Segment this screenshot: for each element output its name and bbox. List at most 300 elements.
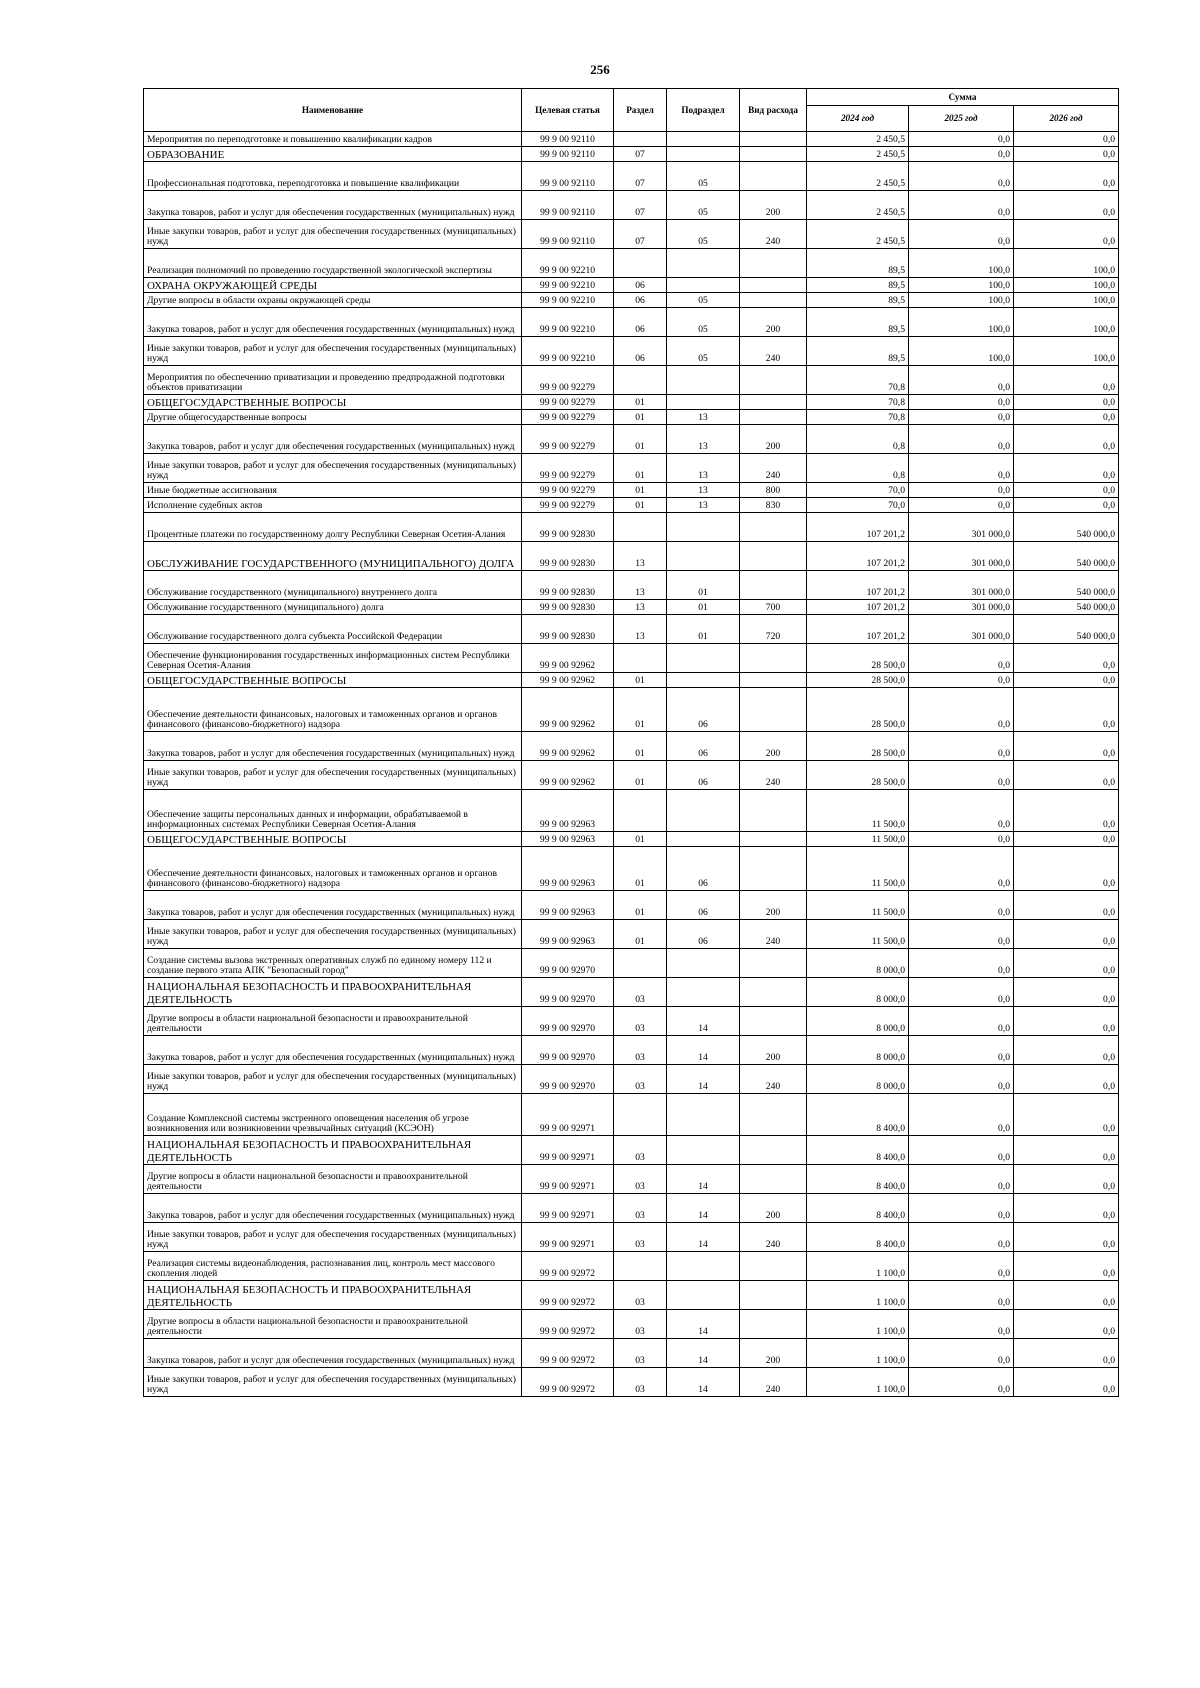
- cell-target-code: 99 9 00 92972: [522, 1281, 614, 1310]
- cell-sum-2024: 28 500,0: [807, 688, 909, 732]
- cell-section: 07: [614, 191, 667, 220]
- cell-sum-2024: 2 450,5: [807, 191, 909, 220]
- table-row: [144, 1136, 1119, 1165]
- cell-sum-2026: 0,0: [1014, 1036, 1119, 1065]
- cell-expense-type: [740, 249, 807, 278]
- cell-section: 03: [614, 1165, 667, 1194]
- cell-sum-2024: 107 201,2: [807, 600, 909, 615]
- cell-expense-type: [740, 132, 807, 147]
- cell-target-code: 99 9 00 92110: [522, 162, 614, 191]
- cell-name: Профессиональная подготовка, переподготовка и повышение квалификации: [144, 162, 522, 191]
- cell-subsection: 01: [667, 571, 740, 600]
- cell-expense-type: 240: [740, 1223, 807, 1252]
- table-row: [144, 454, 1119, 483]
- cell-name: Иные бюджетные ассигнования: [144, 483, 522, 498]
- cell-name: Другие вопросы в области национальной безопасности и правоохранительной деятельности: [144, 1310, 522, 1339]
- cell-sum-2026: 0,0: [1014, 832, 1119, 847]
- cell-section: 13: [614, 542, 667, 571]
- table-row: [144, 278, 1119, 293]
- cell-sum-2025: 0,0: [909, 1094, 1014, 1136]
- cell-expense-type: [740, 293, 807, 308]
- cell-sum-2024: 89,5: [807, 249, 909, 278]
- cell-name: Реализация полномочий по проведению государственной экологической экспертизы: [144, 249, 522, 278]
- cell-sum-2024: 28 500,0: [807, 644, 909, 673]
- cell-target-code: 99 9 00 92970: [522, 978, 614, 1007]
- cell-sum-2025: 0,0: [909, 395, 1014, 410]
- cell-section: 01: [614, 847, 667, 891]
- cell-target-code: 99 9 00 92830: [522, 513, 614, 542]
- cell-sum-2025: 0,0: [909, 847, 1014, 891]
- table-row: [144, 920, 1119, 949]
- cell-sum-2024: 11 500,0: [807, 832, 909, 847]
- cell-name: Обеспечение функционирования государственных информационных систем Республики Северная Осетия-Алания: [144, 644, 522, 673]
- cell-sum-2024: 2 450,5: [807, 162, 909, 191]
- cell-subsection: 05: [667, 220, 740, 249]
- cell-subsection: [667, 513, 740, 542]
- cell-section: 03: [614, 978, 667, 1007]
- cell-sum-2026: 0,0: [1014, 978, 1119, 1007]
- cell-expense-type: [740, 1094, 807, 1136]
- cell-sum-2026: 540 000,0: [1014, 513, 1119, 542]
- cell-sum-2025: 100,0: [909, 278, 1014, 293]
- cell-subsection: 13: [667, 498, 740, 513]
- cell-subsection: 05: [667, 337, 740, 366]
- cell-expense-type: 720: [740, 615, 807, 644]
- cell-target-code: 99 9 00 92971: [522, 1165, 614, 1194]
- cell-sum-2025: 0,0: [909, 366, 1014, 395]
- cell-subsection: [667, 644, 740, 673]
- cell-subsection: 14: [667, 1036, 740, 1065]
- table-row: [144, 949, 1119, 978]
- cell-subsection: [667, 366, 740, 395]
- cell-sum-2026: 0,0: [1014, 410, 1119, 425]
- cell-sum-2024: 0,8: [807, 425, 909, 454]
- cell-section: [614, 644, 667, 673]
- cell-section: 06: [614, 278, 667, 293]
- cell-name: Реализация системы видеонаблюдения, распознавания лиц, контроль мест массового скопления людей: [144, 1252, 522, 1281]
- cell-expense-type: 240: [740, 1368, 807, 1397]
- cell-expense-type: 700: [740, 600, 807, 615]
- table-row: [144, 1310, 1119, 1339]
- cell-target-code: 99 9 00 92279: [522, 425, 614, 454]
- header-subsection: Подраздел: [667, 89, 740, 132]
- cell-sum-2024: 89,5: [807, 278, 909, 293]
- cell-section: 01: [614, 483, 667, 498]
- cell-sum-2024: 8 000,0: [807, 978, 909, 1007]
- cell-section: 01: [614, 454, 667, 483]
- cell-sum-2026: 0,0: [1014, 454, 1119, 483]
- table-row: [144, 1194, 1119, 1223]
- cell-sum-2025: 0,0: [909, 920, 1014, 949]
- cell-sum-2026: 0,0: [1014, 132, 1119, 147]
- cell-target-code: 99 9 00 92279: [522, 395, 614, 410]
- table-row: [144, 308, 1119, 337]
- cell-sum-2026: 0,0: [1014, 1065, 1119, 1094]
- table-row: [144, 542, 1119, 571]
- cell-sum-2024: 8 400,0: [807, 1094, 909, 1136]
- cell-expense-type: [740, 832, 807, 847]
- cell-subsection: 14: [667, 1223, 740, 1252]
- cell-subsection: 14: [667, 1368, 740, 1397]
- cell-expense-type: [740, 978, 807, 1007]
- cell-name: Мероприятия по обеспечению приватизации и проведению предпродажной подготовки объектов приватизации: [144, 366, 522, 395]
- cell-section: 07: [614, 147, 667, 162]
- cell-sum-2025: 0,0: [909, 1281, 1014, 1310]
- cell-subsection: 13: [667, 425, 740, 454]
- cell-sum-2025: 0,0: [909, 1339, 1014, 1368]
- cell-expense-type: 200: [740, 732, 807, 761]
- table-row: [144, 673, 1119, 688]
- cell-name: Закупка товаров, работ и услуг для обеспечения государственных (муниципальных) нужд: [144, 732, 522, 761]
- cell-target-code: 99 9 00 92962: [522, 688, 614, 732]
- cell-target-code: 99 9 00 92830: [522, 600, 614, 615]
- cell-target-code: 99 9 00 92110: [522, 132, 614, 147]
- cell-expense-type: [740, 162, 807, 191]
- cell-sum-2024: 70,0: [807, 483, 909, 498]
- cell-sum-2024: 8 400,0: [807, 1194, 909, 1223]
- cell-sum-2026: 540 000,0: [1014, 542, 1119, 571]
- cell-sum-2024: 1 100,0: [807, 1281, 909, 1310]
- table-body: [144, 132, 1119, 1397]
- cell-expense-type: [740, 673, 807, 688]
- cell-target-code: 99 9 00 92970: [522, 1007, 614, 1036]
- cell-name: Другие вопросы в области национальной безопасности и правоохранительной деятельности: [144, 1165, 522, 1194]
- cell-sum-2025: 301 000,0: [909, 600, 1014, 615]
- cell-subsection: 01: [667, 615, 740, 644]
- table-row: [144, 832, 1119, 847]
- cell-section: 01: [614, 732, 667, 761]
- table-row: [144, 220, 1119, 249]
- cell-sum-2026: 0,0: [1014, 673, 1119, 688]
- cell-sum-2025: 100,0: [909, 308, 1014, 337]
- cell-name: ОБЩЕГОСУДАРСТВЕННЫЕ ВОПРОСЫ: [144, 832, 522, 847]
- cell-target-code: 99 9 00 92972: [522, 1310, 614, 1339]
- cell-name: Закупка товаров, работ и услуг для обеспечения государственных (муниципальных) нужд: [144, 1339, 522, 1368]
- cell-sum-2026: 100,0: [1014, 308, 1119, 337]
- cell-sum-2025: 0,0: [909, 1368, 1014, 1397]
- cell-expense-type: [740, 395, 807, 410]
- cell-sum-2024: 107 201,2: [807, 513, 909, 542]
- cell-target-code: 99 9 00 92972: [522, 1252, 614, 1281]
- cell-sum-2025: 0,0: [909, 425, 1014, 454]
- cell-name: Другие вопросы в области национальной безопасности и правоохранительной деятельности: [144, 1007, 522, 1036]
- cell-sum-2024: 1 100,0: [807, 1368, 909, 1397]
- cell-target-code: 99 9 00 92110: [522, 191, 614, 220]
- cell-section: 13: [614, 615, 667, 644]
- cell-sum-2024: 89,5: [807, 337, 909, 366]
- cell-expense-type: 200: [740, 1194, 807, 1223]
- cell-name: ОБСЛУЖИВАНИЕ ГОСУДАРСТВЕННОГО (МУНИЦИПАЛЬНОГО) ДОЛГА: [144, 542, 522, 571]
- cell-subsection: [667, 790, 740, 832]
- cell-expense-type: [740, 688, 807, 732]
- cell-subsection: 13: [667, 454, 740, 483]
- table-row: [144, 366, 1119, 395]
- cell-target-code: 99 9 00 92279: [522, 366, 614, 395]
- cell-sum-2024: 70,0: [807, 498, 909, 513]
- cell-target-code: 99 9 00 92963: [522, 891, 614, 920]
- cell-name: ОБЩЕГОСУДАРСТВЕННЫЕ ВОПРОСЫ: [144, 395, 522, 410]
- cell-subsection: 14: [667, 1007, 740, 1036]
- cell-name: НАЦИОНАЛЬНАЯ БЕЗОПАСНОСТЬ И ПРАВООХРАНИТЕЛЬНАЯ ДЕЯТЕЛЬНОСТЬ: [144, 978, 522, 1007]
- cell-subsection: 01: [667, 600, 740, 615]
- cell-subsection: 06: [667, 847, 740, 891]
- cell-sum-2024: 89,5: [807, 308, 909, 337]
- cell-sum-2025: 0,0: [909, 688, 1014, 732]
- cell-sum-2025: 0,0: [909, 191, 1014, 220]
- cell-expense-type: [740, 1252, 807, 1281]
- table-row: [144, 425, 1119, 454]
- table-row: [144, 615, 1119, 644]
- cell-sum-2025: 0,0: [909, 891, 1014, 920]
- cell-subsection: [667, 395, 740, 410]
- cell-subsection: 06: [667, 761, 740, 790]
- cell-target-code: 99 9 00 92970: [522, 949, 614, 978]
- cell-sum-2024: 107 201,2: [807, 542, 909, 571]
- cell-sum-2024: 2 450,5: [807, 147, 909, 162]
- cell-target-code: 99 9 00 92110: [522, 147, 614, 162]
- cell-sum-2026: 0,0: [1014, 1007, 1119, 1036]
- cell-section: 07: [614, 162, 667, 191]
- cell-sum-2024: 8 000,0: [807, 949, 909, 978]
- cell-sum-2026: 0,0: [1014, 191, 1119, 220]
- cell-sum-2025: 301 000,0: [909, 542, 1014, 571]
- cell-expense-type: [740, 1136, 807, 1165]
- cell-sum-2025: 0,0: [909, 454, 1014, 483]
- cell-subsection: 14: [667, 1165, 740, 1194]
- cell-target-code: 99 9 00 92279: [522, 483, 614, 498]
- table-row: [144, 337, 1119, 366]
- cell-name: Обеспечение деятельности финансовых, налоговых и таможенных органов и органов финансового (финансово-бюджетного) надзора: [144, 847, 522, 891]
- cell-name: НАЦИОНАЛЬНАЯ БЕЗОПАСНОСТЬ И ПРАВООХРАНИТЕЛЬНАЯ ДЕЯТЕЛЬНОСТЬ: [144, 1281, 522, 1310]
- cell-sum-2025: 0,0: [909, 790, 1014, 832]
- cell-sum-2024: 0,8: [807, 454, 909, 483]
- cell-name: Другие вопросы в области охраны окружающей среды: [144, 293, 522, 308]
- cell-sum-2026: 540 000,0: [1014, 615, 1119, 644]
- table-row: [144, 249, 1119, 278]
- cell-sum-2026: 0,0: [1014, 1165, 1119, 1194]
- cell-subsection: 13: [667, 410, 740, 425]
- cell-expense-type: 240: [740, 1065, 807, 1094]
- cell-section: [614, 1252, 667, 1281]
- cell-sum-2026: 0,0: [1014, 1223, 1119, 1252]
- cell-expense-type: [740, 1007, 807, 1036]
- cell-name: Иные закупки товаров, работ и услуг для обеспечения государственных (муниципальных) нужд: [144, 1223, 522, 1252]
- cell-subsection: 05: [667, 191, 740, 220]
- cell-name: Закупка товаров, работ и услуг для обеспечения государственных (муниципальных) нужд: [144, 1194, 522, 1223]
- cell-sum-2024: 8 000,0: [807, 1065, 909, 1094]
- cell-target-code: 99 9 00 92971: [522, 1194, 614, 1223]
- cell-sum-2026: 0,0: [1014, 1281, 1119, 1310]
- cell-section: 06: [614, 293, 667, 308]
- cell-sum-2024: 107 201,2: [807, 615, 909, 644]
- cell-expense-type: [740, 542, 807, 571]
- cell-expense-type: [740, 1310, 807, 1339]
- cell-subsection: [667, 1281, 740, 1310]
- cell-section: 01: [614, 425, 667, 454]
- cell-name: Закупка товаров, работ и услуг для обеспечения государственных (муниципальных) нужд: [144, 308, 522, 337]
- cell-sum-2024: 70,8: [807, 395, 909, 410]
- cell-name: Иные закупки товаров, работ и услуг для обеспечения государственных (муниципальных) нужд: [144, 1368, 522, 1397]
- cell-section: 03: [614, 1136, 667, 1165]
- cell-name: Иные закупки товаров, работ и услуг для обеспечения государственных (муниципальных) нужд: [144, 454, 522, 483]
- cell-target-code: 99 9 00 92210: [522, 278, 614, 293]
- cell-sum-2024: 11 500,0: [807, 920, 909, 949]
- cell-name: Закупка товаров, работ и услуг для обеспечения государственных (муниципальных) нужд: [144, 1036, 522, 1065]
- cell-section: 03: [614, 1223, 667, 1252]
- cell-target-code: 99 9 00 92962: [522, 732, 614, 761]
- cell-sum-2024: 70,8: [807, 410, 909, 425]
- cell-name: Процентные платежи по государственному долгу Республики Северная Осетия-Алания: [144, 513, 522, 542]
- cell-subsection: [667, 132, 740, 147]
- cell-sum-2025: 0,0: [909, 761, 1014, 790]
- cell-expense-type: [740, 571, 807, 600]
- cell-sum-2026: 0,0: [1014, 688, 1119, 732]
- cell-target-code: 99 9 00 92830: [522, 542, 614, 571]
- cell-target-code: 99 9 00 92970: [522, 1036, 614, 1065]
- cell-sum-2025: 100,0: [909, 293, 1014, 308]
- cell-expense-type: 200: [740, 308, 807, 337]
- cell-name: Обслуживание государственного (муниципального) внутреннего долга: [144, 571, 522, 600]
- header-expense-type: Вид расхода: [740, 89, 807, 132]
- table-row: [144, 293, 1119, 308]
- cell-expense-type: [740, 366, 807, 395]
- cell-section: 01: [614, 498, 667, 513]
- cell-sum-2026: 0,0: [1014, 949, 1119, 978]
- cell-subsection: [667, 249, 740, 278]
- cell-sum-2025: 0,0: [909, 1194, 1014, 1223]
- cell-section: [614, 790, 667, 832]
- cell-subsection: 05: [667, 162, 740, 191]
- table-row: [144, 644, 1119, 673]
- cell-expense-type: [740, 513, 807, 542]
- cell-expense-type: 200: [740, 1339, 807, 1368]
- cell-name: Другие общегосударственные вопросы: [144, 410, 522, 425]
- cell-name: ОХРАНА ОКРУЖАЮЩЕЙ СРЕДЫ: [144, 278, 522, 293]
- cell-target-code: 99 9 00 92210: [522, 308, 614, 337]
- cell-sum-2025: 100,0: [909, 337, 1014, 366]
- cell-target-code: 99 9 00 92962: [522, 644, 614, 673]
- cell-name: Иные закупки товаров, работ и услуг для обеспечения государственных (муниципальных) нужд: [144, 761, 522, 790]
- cell-name: ОБЩЕГОСУДАРСТВЕННЫЕ ВОПРОСЫ: [144, 673, 522, 688]
- table-row: [144, 571, 1119, 600]
- table-row: [144, 790, 1119, 832]
- cell-section: 01: [614, 891, 667, 920]
- cell-sum-2025: 301 000,0: [909, 571, 1014, 600]
- cell-sum-2025: 0,0: [909, 483, 1014, 498]
- cell-sum-2025: 0,0: [909, 1007, 1014, 1036]
- cell-name: Закупка товаров, работ и услуг для обеспечения государственных (муниципальных) нужд: [144, 425, 522, 454]
- cell-section: 01: [614, 920, 667, 949]
- table-row: [144, 410, 1119, 425]
- cell-expense-type: [740, 790, 807, 832]
- cell-subsection: 05: [667, 293, 740, 308]
- cell-section: [614, 249, 667, 278]
- cell-sum-2026: 100,0: [1014, 293, 1119, 308]
- cell-sum-2026: 0,0: [1014, 483, 1119, 498]
- table-row: [144, 1252, 1119, 1281]
- cell-sum-2024: 8 400,0: [807, 1136, 909, 1165]
- cell-sum-2026: 540 000,0: [1014, 571, 1119, 600]
- cell-sum-2025: 0,0: [909, 1065, 1014, 1094]
- cell-expense-type: [740, 949, 807, 978]
- cell-target-code: 99 9 00 92279: [522, 454, 614, 483]
- cell-expense-type: 200: [740, 1036, 807, 1065]
- cell-sum-2025: 0,0: [909, 732, 1014, 761]
- cell-target-code: 99 9 00 92210: [522, 293, 614, 308]
- cell-section: 03: [614, 1007, 667, 1036]
- table-row: [144, 600, 1119, 615]
- table-row: [144, 847, 1119, 891]
- cell-section: 03: [614, 1310, 667, 1339]
- cell-target-code: 99 9 00 92279: [522, 498, 614, 513]
- cell-expense-type: [740, 410, 807, 425]
- cell-name: Закупка товаров, работ и услуг для обеспечения государственных (муниципальных) нужд: [144, 191, 522, 220]
- cell-name: Иные закупки товаров, работ и услуг для обеспечения государственных (муниципальных) нужд: [144, 1065, 522, 1094]
- cell-section: 01: [614, 832, 667, 847]
- cell-section: 03: [614, 1194, 667, 1223]
- cell-sum-2024: 2 450,5: [807, 220, 909, 249]
- header-year-2024: 2024 год: [807, 106, 909, 132]
- cell-section: 01: [614, 761, 667, 790]
- table-row: [144, 1094, 1119, 1136]
- cell-sum-2026: 0,0: [1014, 220, 1119, 249]
- cell-expense-type: 200: [740, 425, 807, 454]
- table-row: [144, 395, 1119, 410]
- cell-target-code: 99 9 00 92963: [522, 920, 614, 949]
- cell-sum-2024: 70,8: [807, 366, 909, 395]
- cell-sum-2024: 11 500,0: [807, 790, 909, 832]
- cell-section: [614, 1094, 667, 1136]
- cell-sum-2026: 0,0: [1014, 1252, 1119, 1281]
- cell-subsection: 14: [667, 1194, 740, 1223]
- cell-target-code: 99 9 00 92210: [522, 249, 614, 278]
- cell-sum-2025: 0,0: [909, 1036, 1014, 1065]
- cell-section: 13: [614, 571, 667, 600]
- cell-section: 01: [614, 410, 667, 425]
- table-row: [144, 1223, 1119, 1252]
- cell-sum-2026: 0,0: [1014, 847, 1119, 891]
- cell-sum-2026: 0,0: [1014, 644, 1119, 673]
- cell-section: 06: [614, 308, 667, 337]
- cell-section: 13: [614, 600, 667, 615]
- cell-target-code: 99 9 00 92970: [522, 1065, 614, 1094]
- cell-subsection: 06: [667, 891, 740, 920]
- cell-expense-type: 200: [740, 191, 807, 220]
- budget-table: [143, 88, 1119, 1397]
- cell-sum-2025: 0,0: [909, 498, 1014, 513]
- table-row: [144, 978, 1119, 1007]
- cell-subsection: [667, 1252, 740, 1281]
- cell-expense-type: [740, 644, 807, 673]
- table-row: [144, 132, 1119, 147]
- cell-sum-2025: 100,0: [909, 249, 1014, 278]
- header-year-2025: 2025 год: [909, 106, 1014, 132]
- cell-sum-2026: 0,0: [1014, 395, 1119, 410]
- cell-sum-2025: 301 000,0: [909, 615, 1014, 644]
- header-sum: Сумма: [807, 89, 1119, 106]
- cell-expense-type: [740, 147, 807, 162]
- cell-target-code: 99 9 00 92972: [522, 1368, 614, 1397]
- cell-sum-2024: 11 500,0: [807, 891, 909, 920]
- cell-subsection: 06: [667, 732, 740, 761]
- cell-target-code: 99 9 00 92971: [522, 1136, 614, 1165]
- cell-subsection: [667, 278, 740, 293]
- table-row: [144, 1339, 1119, 1368]
- cell-sum-2025: 0,0: [909, 1310, 1014, 1339]
- cell-sum-2025: 301 000,0: [909, 513, 1014, 542]
- table-row: [144, 1281, 1119, 1310]
- cell-sum-2026: 0,0: [1014, 366, 1119, 395]
